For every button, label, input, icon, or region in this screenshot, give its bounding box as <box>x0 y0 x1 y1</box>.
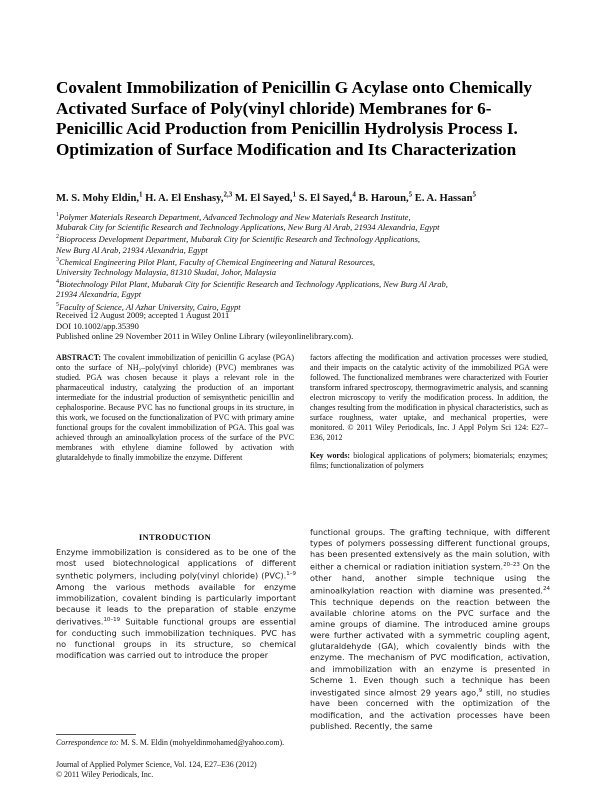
affiliations <box>56 210 566 312</box>
author: M. S. Mohy Eldin,$^1$ <box>56 190 143 204</box>
affiliation-line: University Technology Malaysia, 81310 Skudai, Johor, Malaysia <box>56 266 276 277</box>
affiliation-line: 21934 Alexandria, Egypt <box>56 289 142 300</box>
author: B. Haroun,$^5$ <box>358 190 413 204</box>
correspondence-footnote: Correspondence to: M. S. M. Eldin (mohyeldinmohamed@yahoo.com). <box>56 738 285 747</box>
abstract-text: factors affecting the modification and activation processes were studied, and their impacts on the catalytic activity of the immobilized PGA were followed. The functionalized membranes were characterized with Fourier transform infrared spectroscopy, thermogravimetric analysis, and scanning electron microscopy to verify the modification process. In addition, the changes resulting from the modification in physical characteristics, such as surface roughness, water uptake, and mechanical properties, were monitored. © 2011 Wiley Periodicals, Inc. J Appl Polym Sci 124: E27–E36, 2012 <box>310 353 548 442</box>
keywords-label: Key words: <box>310 450 351 460</box>
affiliation-line: Mubarak City for Scientific Research and Technology Applications, New Burg Al Arab, 21934 Alexandria, Egypt <box>56 222 440 233</box>
author: S. El Sayed,$^4$ <box>298 190 356 204</box>
intro-left-column: Enzyme immobilization is considered as to be one of the most used biotechnological applications of different synthetic polymers, including poly(vinyl chloride) (PVC).$^{1-9}$ Among the various methods available for enzyme immobilization, covalent binding is particularly important because it leads to the preparation of stable enzyme derivatives.$^{10-19}$ Suitable functional groups are essential for conducting such immobilization techniques. PVC has no functional groups in its structure, so chemical modification was carried out to introduce the proper <box>56 547 296 661</box>
abstract-left-column <box>56 353 294 462</box>
journal-footnote <box>56 760 296 780</box>
received-date: Received 12 August 2009; accepted 1 August 2011 <box>56 310 230 320</box>
doi: DOI 10.1002/app.35390 <box>56 320 139 331</box>
keywords: biological applications of polymers; biomaterials; enzymes; films; functionalization of polymers <box>310 450 548 470</box>
journal-citation: Journal of Applied Polymer Science, Vol. 124, E27–E36 (2012) <box>56 760 257 769</box>
author: E. A. Hassan$^5$ <box>414 190 476 204</box>
abstract-label: ABSTRACT: <box>56 353 102 362</box>
author-list <box>56 190 556 204</box>
article-title: Covalent Immobilization of Penicillin G Acylase onto Chemically Activated Surface of Poly(vinyl chloride) Membranes for 6-Penicillic Acid Production from Penicillin Hydrolysis Process I. Optimization of Surface Modification and Its Characterization <box>56 78 532 159</box>
affiliation-line: $^2$Bioprocess Development Department, Mubarak City for Scientific Research and Technology Applications, <box>56 234 421 245</box>
published-date: Published online 29 November 2011 in Wiley Online Library (wileyonlinelibrary.com). <box>56 331 354 341</box>
abstract-right-column <box>310 353 548 470</box>
intro-right-column: functional groups. The grafting technique, with different types of polymers possessing different functional groups, has been presented extensively as the main solution, with either a chemical or radiation initiation system.$^{20-23}$ On the other hand, another simple technique using the aminoalkylation reaction with diamine was presented.$^{24}$ This technique depends on the reaction between the available chlorine atoms on the PVC surface and the amine groups of diamine. The introduced amine groups were further activated with a symmetric coupling agent, glutaraldehyde (GA), which covalently binds with the enzyme. The mechanism of PVC modification, activation, and immobilization with an enzyme is presented in Scheme 1. Even though such a technique has been investigated since almost 29 years ago,$^9$ still, no studies have been concerned with the optimization of the modification, and the activation processes have been published. Recently, the same <box>310 527 550 731</box>
affiliation-line: New Burg Al Arab, 21934 Alexandria, Egypt <box>56 244 208 255</box>
abstract-text: The covalent immobilization of penicillin G acylase (PGA) onto the surface of NH₂–poly(vinyl chloride) (PVC) membranes was studied. PGA was chosen because it plays a relevant role in the pharmaceutical industry, catalyzing the production of an important intermediate for the industrial production of semisynthetic penicillin and cephalosporine. Because PVC has no functional groups in its structure, in this work, we focused on the functionalization of PVC with primary amine functional groups for the covalent immobilization of PGA. This goal was achieved through an aminoalkylation process of the surface of the PVC membranes with ethylene diamine followed by activation with glutaraldehyde to finally immobilize the enzyme. Different <box>56 353 294 462</box>
affiliation-line: $^3$Chemical Engineering Pilot Plant, Faculty of Chemical Engineering and Natural Resources, <box>56 256 376 267</box>
author: H. A. El Enshasy,$^{2,3}$ <box>145 190 233 204</box>
affiliation-line: $^4$Biotechnology Pilot Plant, Mubarak City for Scientific Research and Technology Applications, New Burg Al Arab, <box>56 279 448 290</box>
copyright: © 2011 Wiley Periodicals, Inc. <box>56 770 154 779</box>
footnote-rule <box>56 734 136 735</box>
introduction-heading: INTRODUCTION <box>138 532 212 542</box>
author: M. El Sayed,$^1$ <box>234 190 297 204</box>
affiliation-line: $^5$Faculty of Science, Al Azhar University, Cairo, Egypt <box>56 301 241 312</box>
publication-dates <box>56 310 556 342</box>
affiliation-line: $^1$Polymer Materials Research Department, Advanced Technology and New Materials Research Institute, <box>56 211 411 222</box>
